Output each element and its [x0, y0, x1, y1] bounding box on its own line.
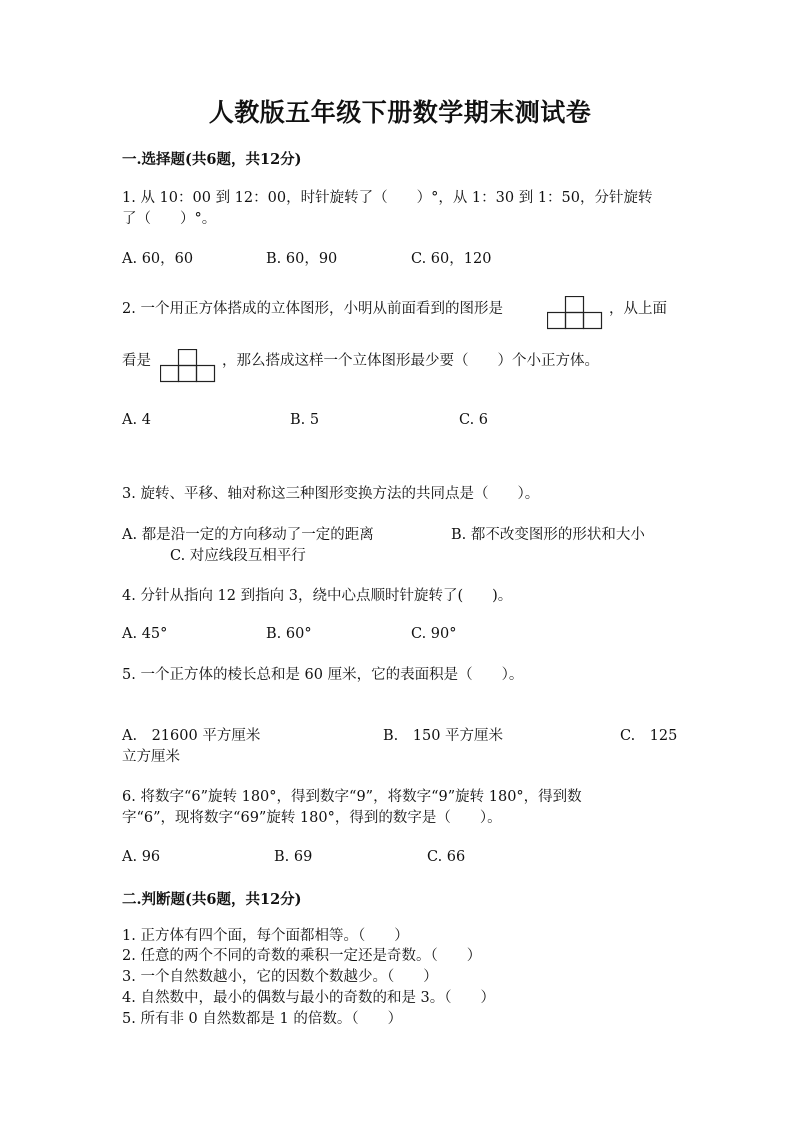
question-6-option-b: B. 69 — [274, 849, 313, 865]
question-2-option-b: B. 5 — [290, 412, 320, 428]
judgement-item-1: 1. 正方体有四个面，每个面都相等。（ ） — [122, 928, 409, 944]
question-1-line-2: 了（ ）°。 — [122, 211, 217, 227]
question-2-line-2-start: 看是 — [122, 353, 151, 369]
section-heading-choice: 一.选择题(共6题，共12分) — [122, 151, 302, 168]
section-heading-judgement: 二.判断题(共6题，共12分) — [122, 891, 302, 908]
judgement-item-3: 3. 一个自然数越小，它的因数个数越少。（ ） — [122, 969, 438, 985]
question-1-option-b: B. 60，90 — [266, 251, 338, 267]
question-2-line-1-end: ，从上面 — [609, 301, 667, 317]
question-3-option-c: C. 对应线段互相平行 — [170, 548, 306, 564]
question-5-option-c-continuation: 立方厘米 — [122, 749, 180, 765]
question-1-line-1: 1. 从 10：00 到 12：00，时针旋转了（ ）°，从 1：30 到 1：50，分针旋转 — [122, 190, 653, 206]
question-6-line-1: 6. 将数字“6”旋转 180°，得到数字“9”，将数字“9”旋转 180°，得到数 — [122, 789, 582, 805]
judgement-item-4: 4. 自然数中，最小的偶数与最小的奇数的和是 3。（ ） — [122, 990, 496, 1006]
question-2-line-1: 2. 一个用正方体搭成的立体图形，小明从前面看到的图形是 — [122, 301, 503, 317]
question-4-option-a: A. 45° — [122, 626, 168, 642]
question-2-line-2: ，那么搭成这样一个立体图形最少要（ ）个小正方体。 — [222, 353, 599, 369]
question-3-text: 3. 旋转、平移、轴对称这三种图形变换方法的共同点是（ ）。 — [122, 486, 540, 502]
top-view-figure — [160, 349, 216, 383]
question-1-option-c: C. 60，120 — [411, 251, 492, 267]
page-title: 人教版五年级下册数学期末测试卷 — [208, 98, 592, 127]
question-3-option-a: A. 都是沿一定的方向移动了一定的距离 — [122, 527, 374, 543]
question-4-option-c: C. 90° — [411, 626, 457, 642]
question-5-option-b: B. 150 平方厘米 — [383, 728, 504, 744]
question-5-text: 5. 一个正方体的棱长总和是 60 厘米，它的表面积是（ ）。 — [122, 667, 524, 683]
question-4-option-b: B. 60° — [266, 626, 312, 642]
question-6-line-2: 字“6”，现将数字“69”旋转 180°，得到的数字是（ ）。 — [122, 810, 502, 826]
question-6-option-c: C. 66 — [427, 849, 466, 865]
question-6-option-a: A. 96 — [122, 849, 161, 865]
question-2-option-c: C. 6 — [459, 412, 489, 428]
question-2-option-a: A. 4 — [122, 412, 151, 428]
question-5-option-c: C. 125 — [620, 728, 678, 744]
judgement-item-5: 5. 所有非 0 自然数都是 1 的倍数。（ ） — [122, 1011, 403, 1027]
question-3-option-b: B. 都不改变图形的形状和大小 — [451, 527, 645, 543]
question-5-option-a: A. 21600 平方厘米 — [122, 728, 261, 744]
question-1-option-a: A. 60，60 — [122, 251, 194, 267]
front-view-figure — [547, 296, 603, 330]
question-4-text: 4. 分针从指向 12 到指向 3，绕中心点顺时针旋转了( )。 — [122, 588, 513, 604]
judgement-item-2: 2. 任意的两个不同的奇数的乘积一定还是奇数。（ ） — [122, 948, 482, 964]
